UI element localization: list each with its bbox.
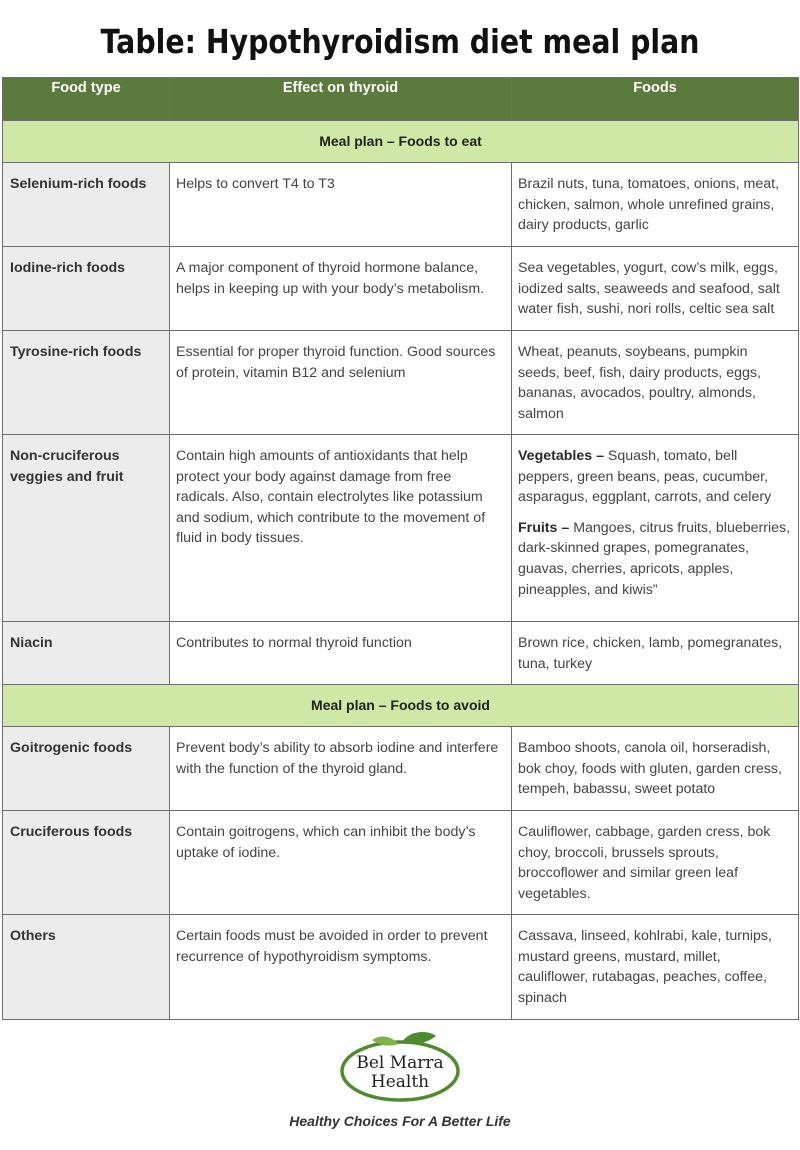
food-type-cell: Niacin <box>3 622 170 685</box>
logo-line-1: Bel Marra <box>356 1053 444 1073</box>
section-row-foods-to-avoid <box>3 685 799 727</box>
table-row <box>3 435 799 622</box>
fruits-list: Mangoes, citrus fruits, blueberries, dark-skinned grapes, pomegranates, guavas, cherries, apricots, apples, pineapples, and kiwis” <box>518 519 791 598</box>
foods-cell: Cauliflower, cabbage, garden cress, bok choy, broccoli, brussels sprouts, broccoflower and similar green leaf vegetables. <box>512 811 799 915</box>
fruits-label: Fruits – <box>518 519 570 536</box>
foods-cell <box>512 435 799 622</box>
vegetables-label: Vegetables – <box>518 448 604 464</box>
foods-cell: Brown rice, chicken, lamb, pomegranates, tuna, turkey <box>512 622 799 685</box>
foods-cell: Sea vegetables, yogurt, cow’s milk, eggs, iodized salts, seaweeds and seafood, salt water fish, sushi, nori rolls, celtic sea salt <box>512 247 799 331</box>
section-label: Meal plan – Foods to avoid <box>3 685 799 727</box>
table-row <box>3 727 799 811</box>
table-row <box>3 331 799 435</box>
fruits-entry <box>518 518 792 600</box>
effect-cell: Certain foods must be avoided in order to prevent recurrence of hypothyroidism symptoms. <box>170 915 512 1020</box>
table-row <box>3 622 799 685</box>
food-type-cell: Others <box>3 915 170 1020</box>
table-header-row <box>3 78 799 121</box>
effect-cell: Contain goitrogens, which can inhibit the body’s uptake of iodine. <box>170 811 512 915</box>
effect-cell: Helps to convert T4 to T3 <box>170 163 512 247</box>
effect-cell: Contain high amounts of antioxidants that help protect your body against damage from free radicals. Also, contain electrolytes like potassium and sodium, which contribute to the movement of fluid in body tissues. <box>170 435 512 622</box>
effect-cell: Contributes to normal thyroid function <box>170 622 512 685</box>
table-row <box>3 163 799 247</box>
table-row <box>3 915 799 1020</box>
foods-cell: Wheat, peanuts, soybeans, pumpkin seeds, beef, fish, dairy products, eggs, bananas, avocados, poultry, almonds, salmon <box>512 331 799 435</box>
food-type-cell: Tyrosine-rich foods <box>3 331 170 435</box>
section-row-foods-to-eat <box>3 121 799 163</box>
foods-cell: Cassava, linseed, kohlrabi, kale, turnips, mustard greens, mustard, millet, cauliflower, rutabagas, peaches, coffee, spinach <box>512 915 799 1020</box>
meal-plan-table <box>2 77 799 1020</box>
food-type-cell: Non-cruciferous veggies and fruit <box>3 435 170 622</box>
table-row <box>3 811 799 915</box>
section-label: Meal plan – Foods to eat <box>3 121 799 163</box>
header-effect-on-thyroid: Effect on thyroid <box>170 78 512 121</box>
foods-cell: Brazil nuts, tuna, tomatoes, onions, meat, chicken, salmon, whole unrefined grains, dairy products, garlic <box>512 163 799 247</box>
effect-cell: A major component of thyroid hormone balance, helps in keeping up with your body’s metabolism. <box>170 247 512 331</box>
header-food-type: Food type <box>3 78 170 121</box>
leaf-icon <box>402 1032 436 1044</box>
header-foods: Foods <box>512 78 799 121</box>
vegetables-entry <box>518 446 792 508</box>
effect-cell: Essential for proper thyroid function. Good sources of protein, vitamin B12 and selenium <box>170 331 512 435</box>
effect-cell: Prevent body’s ability to absorb iodine and interfere with the function of the thyroid gland. <box>170 727 512 811</box>
page-title: Table: Hypothyroidism diet meal plan <box>100 22 700 61</box>
food-type-cell: Iodine-rich foods <box>3 247 170 331</box>
tagline: Healthy Choices For A Better Life <box>289 1113 511 1129</box>
foods-cell: Bamboo shoots, canola oil, horseradish, bok choy, foods with gluten, garden cress, tempeh, babassu, sweet potato <box>512 727 799 811</box>
food-type-cell: Goitrogenic foods <box>3 727 170 811</box>
bel-marra-health-logo <box>336 1028 464 1104</box>
logo-line-2: Health <box>370 1072 430 1092</box>
food-type-cell: Cruciferous foods <box>3 811 170 915</box>
vegetables-list: Squash, tomato, bell peppers, green beans, peas, cucumber, asparagus, eggplant, carrots, and celery <box>518 448 772 506</box>
table-row <box>3 247 799 331</box>
food-type-cell: Selenium-rich foods <box>3 163 170 247</box>
